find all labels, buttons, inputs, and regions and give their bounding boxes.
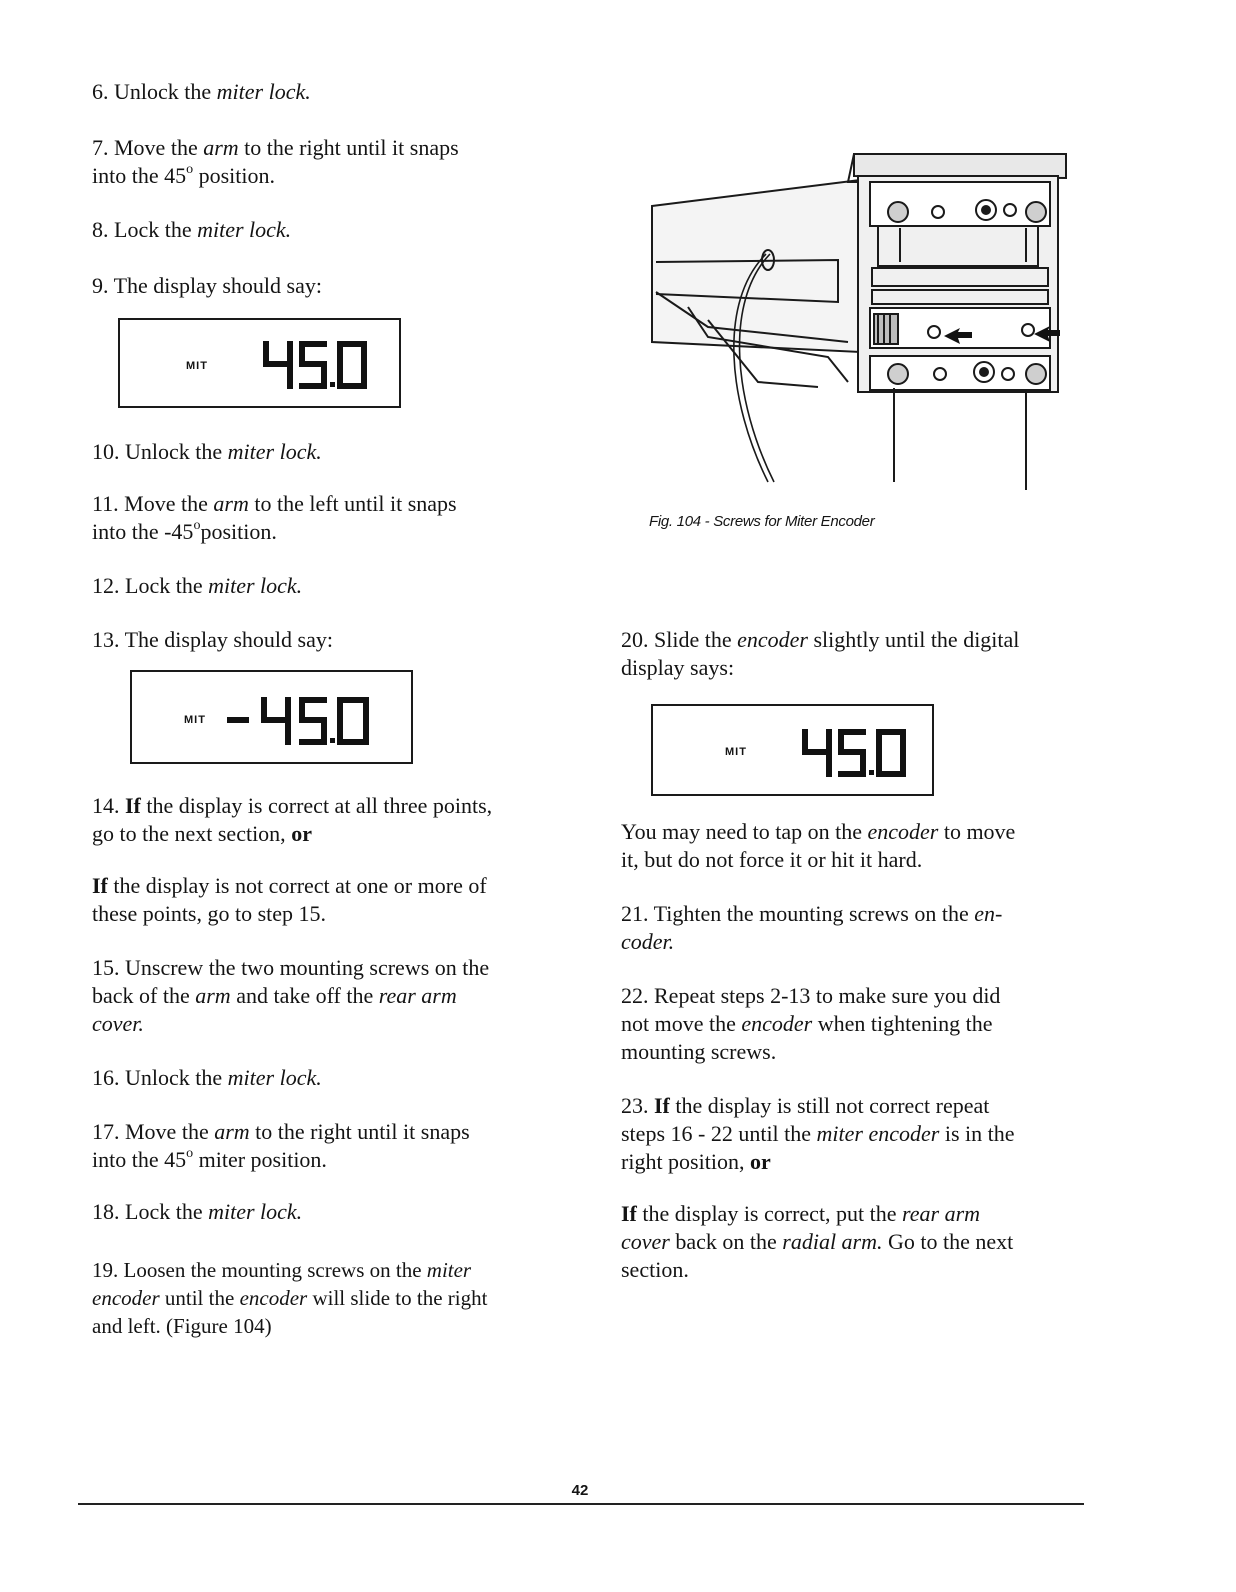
step-20: 20. Slide the encoder slightly until the digital display says: <box>621 627 1020 680</box>
page-number: 42 <box>571 1482 589 1499</box>
step-12: 12. Lock the miter lock. <box>92 573 303 598</box>
step-14-alt: If the display is not correct at one or more of these points, go to step 15. <box>92 873 487 926</box>
final-note: If the display is correct, put the rear arm cover back on the radial arm. Go to the next section. <box>621 1201 1014 1282</box>
step-6: 6. Unlock the miter lock. <box>92 79 311 104</box>
step-9: 9. The display should say: <box>92 273 322 298</box>
footer-rule <box>78 1503 1084 1505</box>
lcd-label: MIT <box>725 746 747 758</box>
lcd-display-2 <box>130 670 413 764</box>
figure-caption: Fig. 104 - Screws for Miter Encoder <box>649 513 875 530</box>
step-10: 10. Unlock the miter lock. <box>92 439 322 464</box>
tap-note: You may need to tap on the encoder to move it, but do not force it or hit it hard. <box>621 819 1016 872</box>
step-21: 21. Tighten the mounting screws on the en- coder. <box>621 901 1003 954</box>
miter-encoder-illustration <box>648 142 1068 492</box>
step-8: 8. Lock the miter lock. <box>92 217 292 242</box>
lcd-reading-45-0 <box>799 726 909 782</box>
step-17: 17. Move the arm to the right until it snaps into the 45$^o$ miter position. <box>92 1119 470 1172</box>
step-15: 15. Unscrew the two mounting screws on the back of the arm and take off the rear arm cover. <box>92 955 490 1036</box>
lcd-label: MIT <box>184 714 206 726</box>
step-11: 11. Move the arm to the left until it snaps into the -45$^o$position. <box>92 491 457 544</box>
step-18: 18. Lock the miter lock. <box>92 1199 303 1224</box>
lcd-display-3 <box>651 704 934 796</box>
figure-104-miter-encoder <box>648 142 1068 492</box>
step-23: 23. If the display is still not correct repeat steps 16 - 22 until the miter encoder is in the right position, or <box>621 1093 1015 1174</box>
step-22: 22. Repeat steps 2-13 to make sure you did not move the encoder when tightening the mounting screws. <box>621 983 1001 1064</box>
step-14: 14. If the display is correct at all three points, go to the next section, or <box>92 793 493 846</box>
step-7: 7. Move the arm to the right until it snaps into the 45$^o$ position. <box>92 135 459 188</box>
step-13: 13. The display should say: <box>92 627 333 652</box>
lcd-label: MIT <box>186 360 208 372</box>
lcd-reading-45-0 <box>260 338 370 394</box>
lcd-display-1 <box>118 318 401 408</box>
lcd-reading-minus-45-0 <box>224 694 389 750</box>
step-16: 16. Unlock the miter lock. <box>92 1065 322 1090</box>
step-19: 19. Loosen the mounting screws on the miter encoder until the encoder will slide to the right and left. (Figure 104) <box>92 1258 488 1338</box>
